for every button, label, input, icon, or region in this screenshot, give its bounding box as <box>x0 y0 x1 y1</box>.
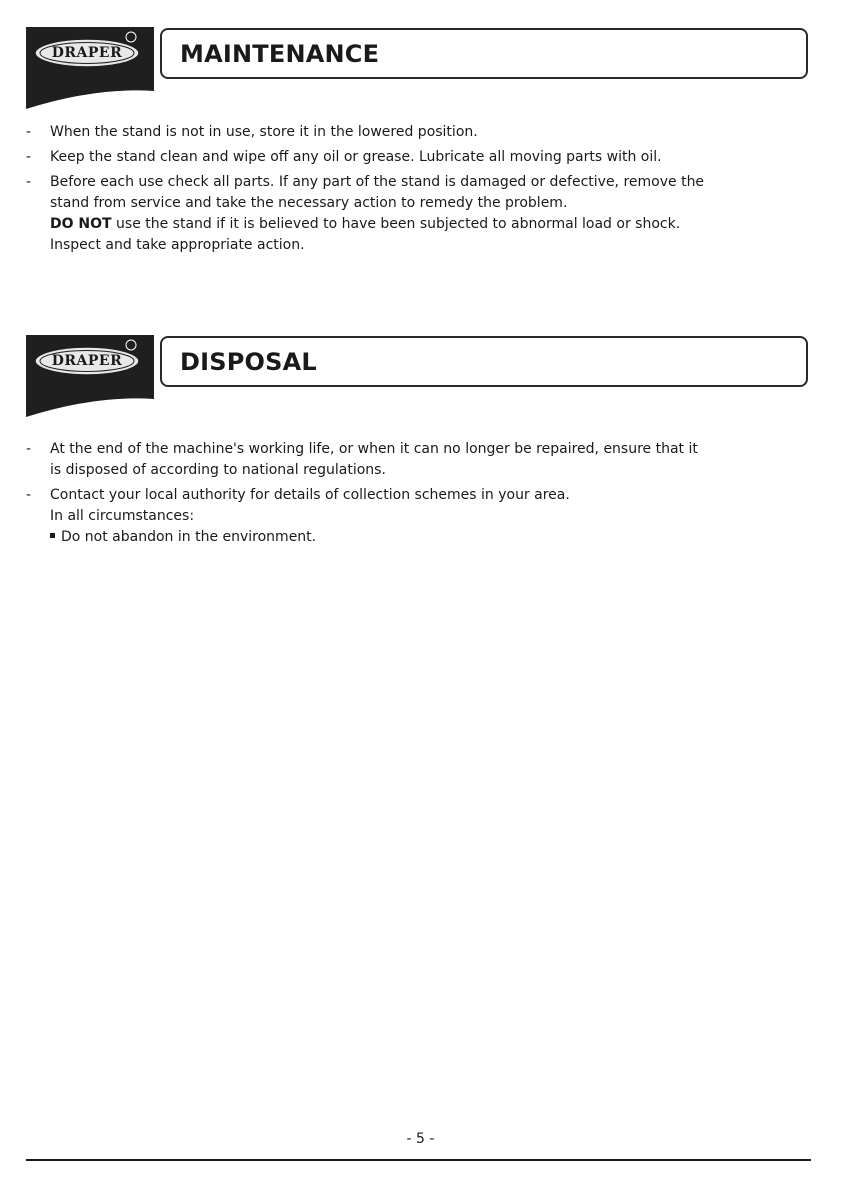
maintenance-title: MAINTENANCE <box>180 40 380 68</box>
list-item-text: Keep the stand clean and wipe off any oil or grease. Lubricate all moving parts with oil. <box>50 149 662 165</box>
maintenance-title-box <box>160 28 808 79</box>
list-item <box>26 122 816 143</box>
logo-wordmark: DRAPER <box>51 353 123 369</box>
circumstances-label: In all circumstances: <box>50 508 195 524</box>
bullet-text: Do not abandon in the environment. <box>61 529 317 545</box>
list-dash: - <box>26 124 32 140</box>
list-item-text: When the stand is not in use, store it in the lowered position. <box>50 124 478 140</box>
bullet-item <box>26 527 816 548</box>
list-item <box>26 147 816 168</box>
square-bullet-icon <box>50 533 55 538</box>
disposal-list <box>26 439 816 548</box>
footer-divider <box>26 1159 811 1161</box>
page-number: - 5 - <box>406 1131 435 1147</box>
do-not-emphasis: DO NOT <box>50 216 112 232</box>
list-item-text: Inspect and take appropriate action. <box>50 237 305 253</box>
list-item-text: At the end of the machine's working life, or when it can no longer be repaired, ensure that it <box>50 441 698 457</box>
list-item <box>26 439 816 481</box>
disposal-title: DISPOSAL <box>180 348 317 376</box>
list-item-text: stand from service and take the necessary action to remedy the problem. <box>50 195 568 211</box>
list-item <box>26 172 816 256</box>
draper-logo <box>26 27 154 109</box>
list-dash: - <box>26 487 32 503</box>
maintenance-header <box>26 27 811 109</box>
list-item <box>26 506 816 548</box>
list-dash: - <box>26 441 32 457</box>
disposal-title-box <box>160 336 808 387</box>
list-item-text: use the stand if it is believed to have been subjected to abnormal load or shock. <box>111 216 681 232</box>
list-item <box>26 485 816 506</box>
disposal-header <box>26 335 811 417</box>
warning-line <box>50 214 816 235</box>
list-dash: - <box>26 174 32 190</box>
list-item-text: Before each use check all parts. If any part of the stand is damaged or defective, remove the <box>50 174 705 190</box>
list-item-text: is disposed of according to national regulations. <box>50 462 386 478</box>
list-dash: - <box>26 149 32 165</box>
logo-wordmark: DRAPER <box>51 45 123 61</box>
draper-logo <box>26 335 154 417</box>
maintenance-list <box>26 122 816 260</box>
list-item-text: Contact your local authority for details of collection schemes in your area. <box>50 487 570 503</box>
